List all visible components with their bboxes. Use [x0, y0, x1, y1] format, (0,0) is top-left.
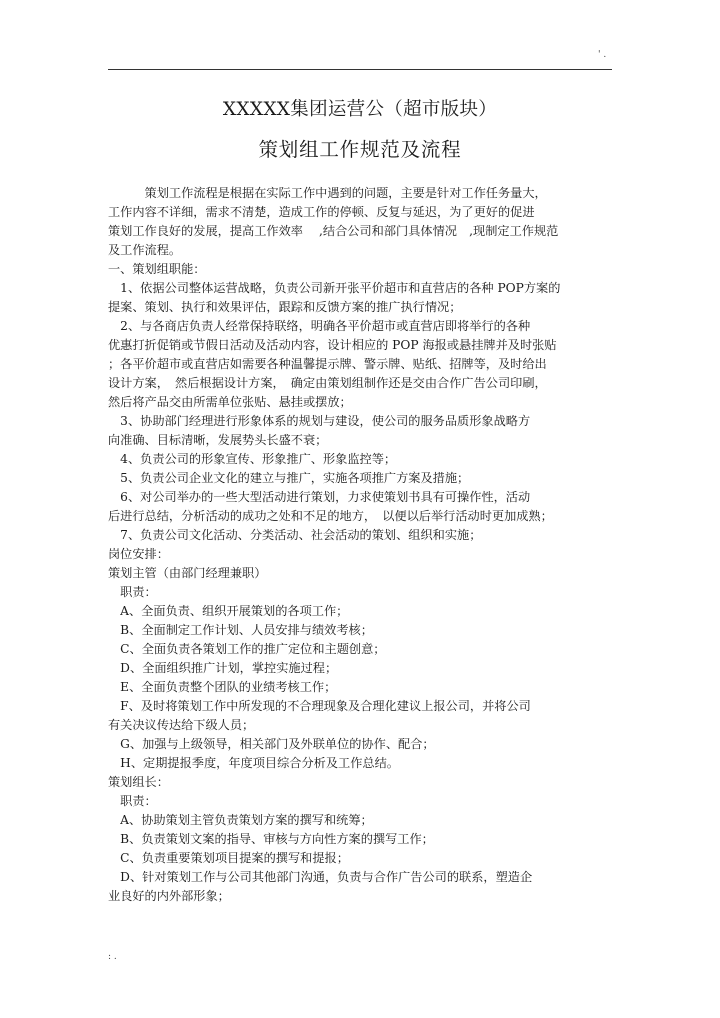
- body-line: B、负责策划文案的指导、审核与方向性方案的撰写工作；: [108, 832, 434, 846]
- body-line: 优惠打折促销或节假日活动及活动内容，设计相应的 POP 海报或悬挂牌并及时张贴: [108, 338, 557, 352]
- body-line: A、协助策划主管负责策划方案的撰写和统筹；: [108, 813, 373, 827]
- duties-label: 职责：: [108, 585, 157, 599]
- body-line: 5、负责公司企业文化的建立与推广，实施各项推广方案及措施；: [108, 471, 470, 485]
- body-line: 然后将产品交由所需单位张贴、悬挂或摆放；: [108, 395, 352, 409]
- body-line: C、全面负责各策划工作的推广定位和主题创意；: [108, 642, 386, 656]
- body-line: 及工作流程。: [108, 243, 182, 257]
- header-rule: [108, 69, 612, 70]
- body-line: 设计方案， 然后根据设计方案， 确定由策划组制作还是交由合作广告公司印刷，: [108, 376, 547, 390]
- role-heading: 策划主管（由部门经理兼职）: [108, 566, 267, 580]
- body-line: 4、负责公司的形象宣传、形象推广、形象监控等；: [108, 452, 397, 466]
- body-line: 向准确、目标清晰，发展势头长盛不衰；: [108, 433, 328, 447]
- body-line: F、及时将策划工作中所发现的不合理现象及合理化建议上报公司，并将公司: [108, 699, 531, 713]
- body-line: E、全面负责整个团队的业绩考核工作；: [108, 680, 337, 694]
- role-heading: 策划组长：: [108, 775, 169, 789]
- body-line: D、针对策划工作与公司其他部门沟通，负责与合作广告公司的联系，塑造企: [108, 870, 533, 884]
- section-heading: 一、策划组职能：: [108, 262, 206, 276]
- body-line: 后进行总结，分析活动的成功之处和不足的地方， 以便以后举行活动时更加成熟；: [108, 509, 553, 523]
- body-line: 2、与各商店负责人经常保持联络，明确各平价超市或直营店即将举行的各种: [108, 319, 531, 333]
- body-line: 提案、策划、执行和效果评估，跟踪和反馈方案的推广执行情况；: [108, 300, 462, 314]
- body-line: C、负责重要策划项目提案的撰写和提报；: [108, 851, 349, 865]
- header-mark: ' .: [598, 50, 607, 60]
- body-line: 业良好的内外部形象；: [108, 889, 230, 903]
- body-line: 3、协助部门经理进行形象体系的规划与建设，使公司的服务品质形象战略方: [108, 414, 531, 428]
- body-line: 有关决议传达给下级人员；: [108, 718, 255, 732]
- body-line: D、全面组织推广计划，掌控实施过程；: [108, 661, 338, 675]
- body-line: 策划工作良好的发展，提高工作效率 ,结合公司和部门具体情况 ,现制定工作规范: [108, 224, 559, 238]
- duties-label: 职责：: [108, 794, 157, 808]
- body-line: 策划工作流程是根据在实际工作中遇到的问题，主要是针对工作任务量大，: [108, 186, 547, 200]
- footer-mark: : .: [108, 952, 117, 962]
- body-line: A、全面负责、组织开展策划的各项工作；: [108, 604, 349, 618]
- document-body: [108, 184, 613, 906]
- body-line: H、定期提报季度，年度项目综合分析及工作总结。: [108, 756, 399, 770]
- document-title: XXXXX集团运营公（超市版块）: [222, 99, 498, 120]
- body-line: 工作内容不详细，需求不清楚，造成工作的停顿、反复与延迟，为了更好的促进: [108, 205, 535, 219]
- body-line: 1、依据公司整体运营战略，负责公司新开张平价超市和直营店的各种 POP方案的: [108, 281, 561, 295]
- document-subtitle: 策划组工作规范及流程: [258, 138, 462, 161]
- body-line: G、加强与上级领导，相关部门及外联单位的协作、配合；: [108, 737, 435, 751]
- body-line: 7、负责公司文化活动、分类活动、社会活动的策划、组织和实施；: [108, 528, 482, 542]
- section-heading: 岗位安排：: [108, 547, 169, 561]
- body-line: ；各平价超市或直营店如需要各种温馨提示牌、警示牌、贴纸、招牌等，及时给出: [108, 357, 547, 371]
- body-line: 6、对公司举办的一些大型活动进行策划，力求使策划书具有可操作性，活动: [108, 490, 531, 504]
- body-line: B、全面制定工作计划、人员安排与绩效考核；: [108, 623, 373, 637]
